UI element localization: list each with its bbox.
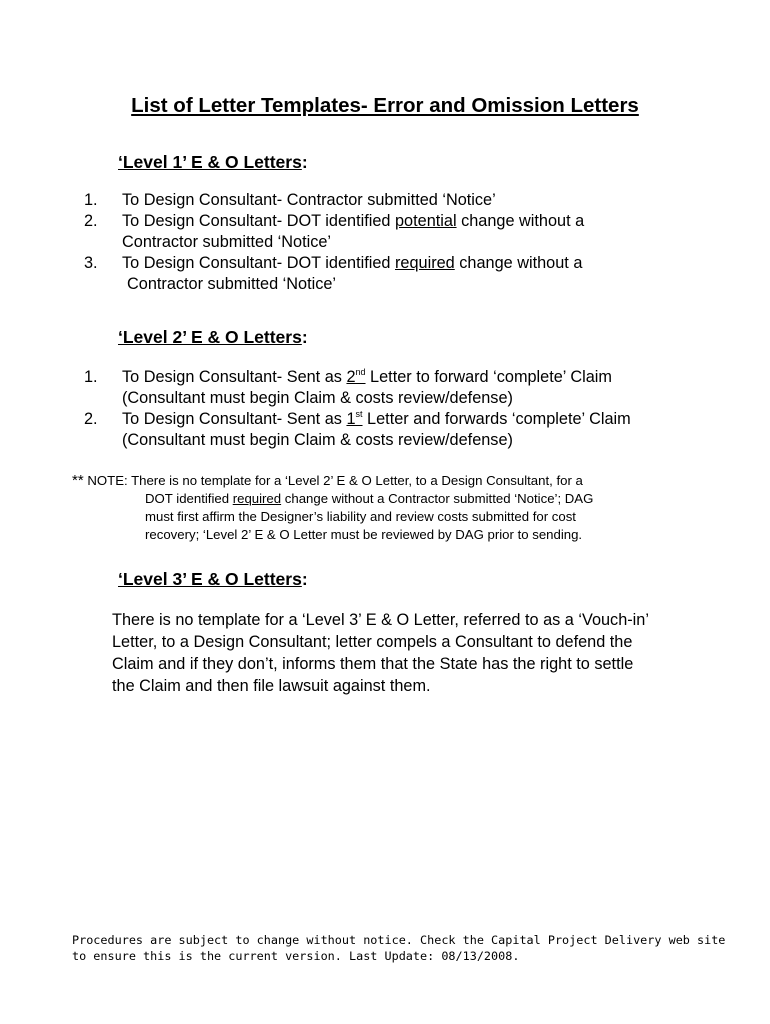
level1-heading xyxy=(118,152,308,173)
list-text-part: To Design Consultant- Sent as xyxy=(122,368,347,386)
list-item xyxy=(84,409,724,451)
list-number: 2. xyxy=(84,212,98,230)
list-text xyxy=(122,409,724,430)
level3-heading-text: ‘Level 3’ E & O Letters xyxy=(118,569,302,589)
note-line xyxy=(72,472,593,490)
footer-line: to ensure this is the current version. Last Update: 08/13/2008. xyxy=(72,949,520,963)
note-text: change without a Contractor submitted ‘Notice’; DAG xyxy=(281,491,594,506)
list-text-continuation: (Consultant must begin Claim & costs review/defense) xyxy=(122,389,513,407)
list-text-continuation: (Consultant must begin Claim & costs review/defense) xyxy=(122,431,513,449)
level3-heading xyxy=(118,569,308,590)
note-block xyxy=(72,472,593,544)
page-title: List of Letter Templates- Error and Omission Letters xyxy=(131,94,639,117)
list-text-continuation: Contractor submitted ‘Notice’ xyxy=(122,233,332,251)
list-text-part: change without a xyxy=(456,212,585,230)
level1-heading-text: ‘Level 1’ E & O Letters xyxy=(118,152,302,172)
underlined-word: required xyxy=(232,491,282,506)
ordinal-suffix: st xyxy=(355,409,363,419)
note-line: recovery; ‘Level 2’ E & O Letter must be reviewed by DAG prior to sending. xyxy=(145,527,583,542)
underlined-word: potential xyxy=(395,212,457,230)
ordinal-number: 2 xyxy=(346,368,356,386)
level2-heading-text: ‘Level 2’ E & O Letters xyxy=(118,327,302,347)
level1-heading-colon: : xyxy=(301,152,308,172)
underlined-word: required xyxy=(395,254,455,272)
list-text xyxy=(122,211,724,232)
note-line: must first affirm the Designer’s liability and review costs submitted for cost xyxy=(145,509,576,524)
level2-heading xyxy=(118,327,308,348)
list-number: 2. xyxy=(84,410,98,428)
list-text xyxy=(122,367,724,388)
list-item xyxy=(84,253,724,295)
note-text: DOT identified xyxy=(145,491,233,506)
list-text: To Design Consultant- Contractor submitted ‘Notice’ xyxy=(122,191,496,209)
list-text-part: To Design Consultant- Sent as xyxy=(122,410,347,428)
ordinal-number: 1 xyxy=(346,410,356,428)
paragraph-line: Claim and if they don’t, informs them that the State has the right to settle xyxy=(112,655,634,673)
paragraph-line: Letter, to a Design Consultant; letter compels a Consultant to defend the xyxy=(112,633,633,651)
ordinal xyxy=(346,410,362,428)
level3-heading-colon: : xyxy=(301,569,308,589)
list-item xyxy=(84,211,724,253)
list-number: 3. xyxy=(84,254,98,272)
list-number: 1. xyxy=(84,191,98,209)
level3-paragraph xyxy=(112,609,649,697)
level1-list xyxy=(84,190,724,295)
ordinal-suffix: nd xyxy=(355,367,366,377)
list-text-continuation: Contractor submitted ‘Notice’ xyxy=(127,275,337,293)
list-text-part: To Design Consultant- DOT identified xyxy=(122,212,395,230)
paragraph-line: There is no template for a ‘Level 3’ E & O Letter, referred to as a ‘Vouch-in’ xyxy=(112,611,649,629)
list-item xyxy=(84,190,724,211)
list-text xyxy=(122,253,724,274)
level2-heading-colon: : xyxy=(301,327,308,347)
note-stars: ** xyxy=(72,472,84,489)
list-text-part: To Design Consultant- DOT identified xyxy=(122,254,395,272)
level2-list xyxy=(84,367,724,451)
list-text-part: Letter and forwards ‘complete’ Claim xyxy=(362,410,631,428)
paragraph-line: the Claim and then file lawsuit against them. xyxy=(112,677,431,695)
note-line xyxy=(72,490,593,508)
note-text: NOTE: There is no template for a ‘Level 2’ E & O Letter, to a Design Consultant, for a xyxy=(83,473,583,488)
list-text-part: change without a xyxy=(454,254,583,272)
footer-line: Procedures are subject to change without notice. Check the Capital Project Delivery web site xyxy=(72,933,726,947)
page-footer xyxy=(72,932,725,964)
ordinal xyxy=(346,368,365,386)
list-text-part: Letter to forward ‘complete’ Claim xyxy=(365,368,612,386)
list-item xyxy=(84,367,724,409)
list-number: 1. xyxy=(84,368,98,386)
